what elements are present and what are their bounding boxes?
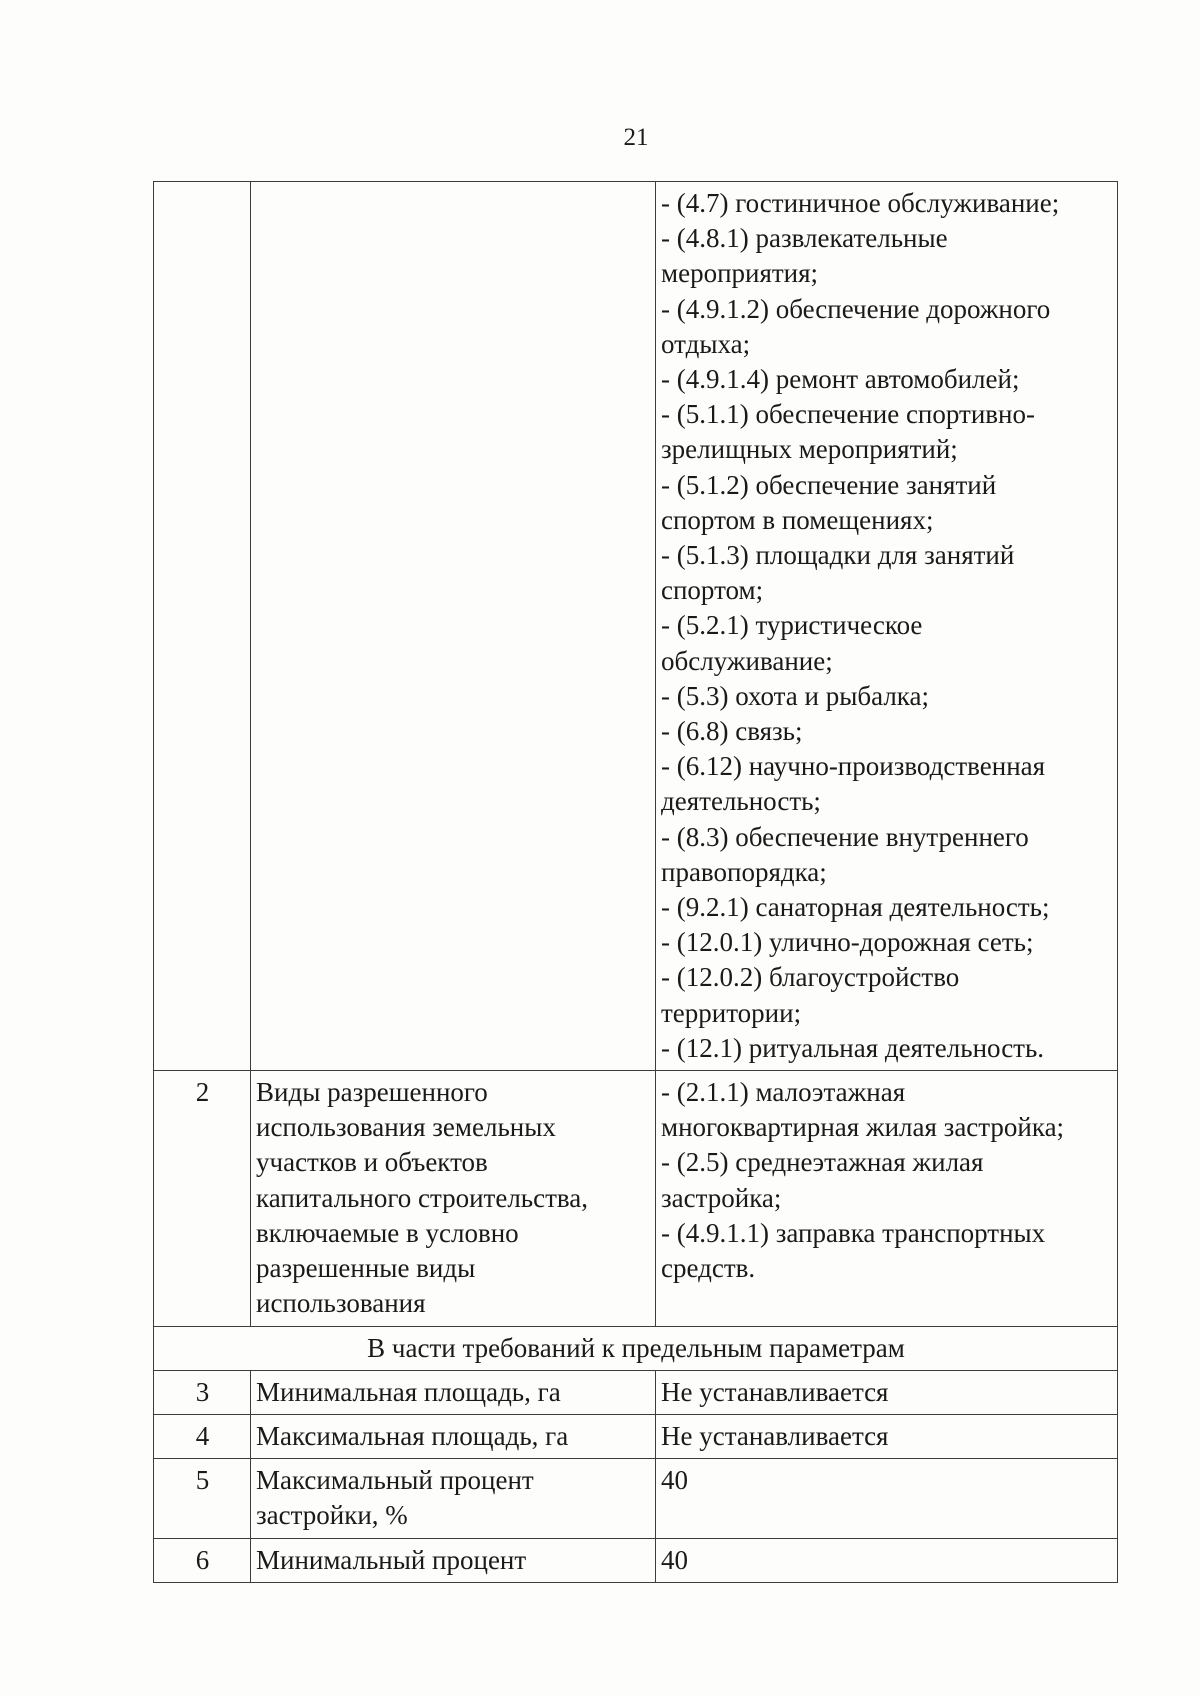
list-item: - (4.8.1) развлекательные [661,223,948,254]
list-item: обслуживание; [661,645,833,676]
list-item: - (6.12) научно-производственная [661,751,1046,782]
row-name [251,182,656,1071]
list-item: - (5.3) охота и рыбалка; [661,680,929,711]
table-row-3 [154,1370,1118,1414]
list-item: - (12.0.2) благоустройство [661,962,960,993]
table-row-5 [154,1459,1118,1538]
list-item: территории; [661,997,802,1028]
table-row-1 [154,182,1118,1071]
row-number: 2 [154,1071,251,1326]
list-item: - (4.9.1.2) обеспечение дорожного [661,293,1051,324]
row-name: Виды разрешенного использования земельных участков и объектов капитального строительства, включаемые в условно разрешенные виды использования [251,1071,656,1326]
list-item: мероприятия; [661,258,819,289]
param-value: Не устанавливается [656,1370,1118,1414]
list-item: - (5.1.1) обеспечение спортивно- [661,399,1035,430]
list-item: - (4.9.1.1) заправка транспортных [661,1217,1046,1248]
list-item: застройка; [661,1182,782,1213]
land-use-table [153,181,1118,1583]
list-item: правопорядка; [661,856,827,887]
param-value: Не устанавливается [656,1414,1118,1458]
list-item: - (6.8) связь; [661,716,803,747]
list-item: - (12.1) ритуальная деятельность. [661,1032,1045,1063]
list-item: - (5.1.2) обеспечение занятий [661,469,997,500]
list-item: многоквартирная жилая застройка; [661,1112,1065,1143]
list-item: спортом; [661,575,764,606]
list-item: - (2.1.1) малоэтажная [661,1077,906,1108]
row-number: 4 [154,1414,251,1458]
table-row-2 [154,1071,1118,1326]
list-item: средств. [661,1253,756,1284]
list-item: - (5.2.1) туристическое [661,610,923,641]
param-name: Минимальная площадь, га [251,1370,656,1414]
row-number: 5 [154,1459,251,1538]
list-item: - (2.5) среднеэтажная жилая [661,1147,984,1178]
list-item: деятельность; [661,786,821,817]
list-item: отдыха; [661,328,751,359]
list-item: - (4.7) гостиничное обслуживание; [661,188,1060,218]
page-number: 21 [623,124,649,151]
list-item: - (12.0.1) улично-дорожная сеть; [661,927,1034,958]
param-name: Максимальная площадь, га [251,1414,656,1458]
list-item: - (9.2.1) санаторная деятельность; [661,892,1050,923]
section-heading-row [154,1326,1118,1370]
list-item: зрелищных мероприятий; [661,434,958,465]
section-heading: В части требований к предельным параметрам [154,1326,1118,1370]
list-item: - (4.9.1.4) ремонт автомобилей; [661,364,1020,395]
permitted-uses-list [656,182,1118,1071]
param-name: Максимальный процент застройки, % [251,1459,656,1538]
row-number [154,182,251,1071]
conditional-uses-list [656,1071,1118,1326]
list-item: - (8.3) обеспечение внутреннего [661,821,1029,852]
row-number: 6 [154,1538,251,1582]
param-value: 40 [656,1459,1118,1538]
table-row-4 [154,1414,1118,1458]
param-value: 40 [656,1538,1118,1582]
row-number: 3 [154,1370,251,1414]
table-row-6 [154,1538,1118,1582]
list-item: - (5.1.3) площадки для занятий [661,540,1015,571]
param-name: Минимальный процент [251,1538,656,1582]
list-item: спортом в помещениях; [661,504,934,535]
